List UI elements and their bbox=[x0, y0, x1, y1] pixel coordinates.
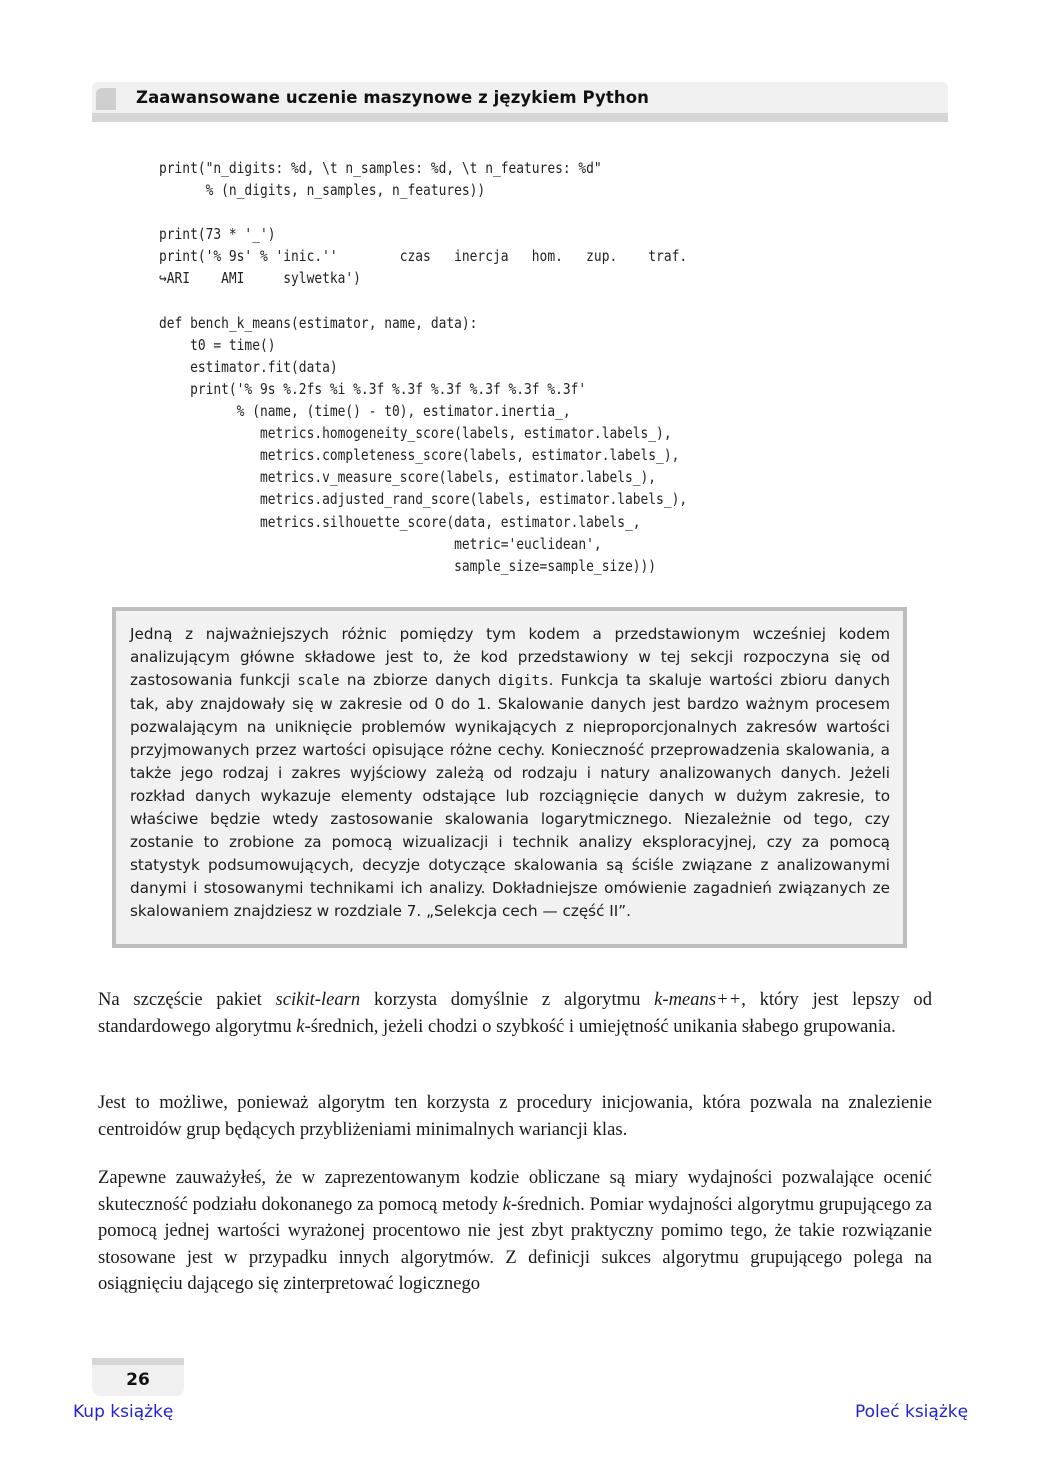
code-line bbox=[159, 201, 933, 223]
italic-term: k-means++ bbox=[654, 989, 742, 1010]
code-line: metrics.adjusted_rand_score(labels, estimator.labels_), bbox=[159, 490, 688, 509]
text-span: , który jest lepszy od standardowego algorytmu bbox=[98, 989, 933, 1037]
body-paragraph bbox=[98, 987, 932, 1040]
recommend-book-link[interactable]: Poleć książkę bbox=[855, 1402, 969, 1422]
code-line: metrics.completeness_score(labels, estimator.labels_), bbox=[159, 446, 680, 465]
code-line: print(73 * '_') bbox=[159, 225, 276, 244]
book-title: Zaawansowane uczenie maszynowe z językiem Python bbox=[136, 88, 649, 107]
code-line: ↪ARI AMI sylwetka') bbox=[159, 269, 361, 288]
code-line bbox=[159, 290, 933, 312]
code-line: metrics.v_measure_score(labels, estimator.labels_), bbox=[159, 468, 657, 487]
code-line: metrics.silhouette_score(data, estimator.labels_, bbox=[159, 512, 641, 531]
code-line: def bench_k_means(estimator, name, data): bbox=[159, 313, 478, 332]
code-listing bbox=[159, 157, 933, 577]
text-span: Zapewne zauważyłeś, że w zaprezentowanym kodzie obliczane są miary wydajności pozwalające ocenić skuteczność podziału dokonanego za pomocą metody bbox=[98, 1167, 932, 1215]
body-paragraph bbox=[98, 1165, 932, 1298]
code-line: estimator.fit(data) bbox=[159, 357, 338, 376]
page-number-tab bbox=[92, 1358, 184, 1396]
italic-term: k bbox=[296, 1015, 305, 1037]
code-line: print('% 9s %.2fs %i %.3f %.3f %.3f %.3f %.3f %.3f' bbox=[159, 379, 587, 398]
buy-book-link[interactable]: Kup książkę bbox=[73, 1402, 174, 1422]
header-divider bbox=[92, 113, 948, 122]
text-span: Na szczęście pakiet bbox=[98, 989, 276, 1010]
note-text-part: . Funkcja ta skaluje wartości zbioru danych tak, aby znajdowały się w zakresie od 0 do 1. Skalowanie danych jest bardzo ważnym procesem pozwalającym na uniknięcie problemów wynikających z nieproporcjonalnych zakresów wartości przyjmowanych przez wartości opisujące różne cechy. Konieczność przeprowadzenia skalowania, a także jego rodzaj i zakres wyjściowy zależą od rodzaju i natury analizowanych danych. Jeżeli rozkład danych wykazuje elementy odstające lub rozciągnięcie danych w dużym zakresie, to właściwe będzie wtedy zastosowanie skalowania logarytmicznego. Niezależnie od tego, czy zostanie to zrobione za pomocą wizualizacji i technik analizy eksploracyjnej, czy za pomocą statystyk podsumowujących, decyzje dotyczące skalowania są ściśle związane z analizowanymi danymi i stosowanymi technikami ich analizy. Dokładniejsze omówienie zagadnień związanych ze skalowaniem znajdziesz w rozdziale 7. „Selekcja cech — część II”. bbox=[130, 671, 890, 920]
text-span: -średnich. Pomiar wydajności algorytmu grupującego za pomocą jednej wartości wyrażonej procentowo nie jest zbyt praktyczny pomimo tego, że takie rozwiązanie stosowane jest w przypadku innych algorytmów. Z definicji sukces algorytmu grupującego polega na osiągnięciu dającego się zinterpretować logicznego bbox=[98, 1193, 932, 1294]
code-line: % (n_digits, n_samples, n_features)) bbox=[159, 181, 486, 200]
text-span: -średnich, jeżeli chodzi o szybkość i umiejętność unikania słabego grupowania. bbox=[304, 1015, 896, 1037]
inline-code-scale: scale bbox=[297, 673, 340, 689]
page-header bbox=[92, 82, 948, 122]
code-line: print('% 9s' % 'inic.'' czas inercja hom. zup. traf. bbox=[159, 247, 688, 266]
italic-term: k bbox=[502, 1193, 511, 1215]
code-line: metric='euclidean', bbox=[159, 534, 602, 553]
page-number-divider bbox=[92, 1358, 184, 1365]
code-line: sample_size=sample_size))) bbox=[159, 556, 657, 575]
italic-term: scikit-learn bbox=[275, 989, 361, 1010]
code-line: % (name, (time() - t0), estimator.inertia_, bbox=[159, 402, 571, 421]
text-span: korzysta domyślnie z algorytmu bbox=[360, 989, 655, 1010]
note-text bbox=[130, 623, 890, 923]
page-number: 26 bbox=[126, 1370, 150, 1390]
inline-code-digits: digits bbox=[498, 673, 549, 689]
code-line: t0 = time() bbox=[159, 335, 276, 354]
note-text-part: Jedną z najważniejszych różnic pomiędzy tym kodem a przedstawionym wcześniej kodem analizującym główne składowe jest to, że kod przedstawiony w tej sekcji rozpoczyna się od zastosowania funkcji bbox=[130, 625, 890, 689]
code-line: metrics.homogeneity_score(labels, estimator.labels_), bbox=[159, 424, 672, 443]
note-text-part: na zbiorze danych bbox=[339, 671, 499, 689]
header-tab-decoration bbox=[96, 88, 116, 110]
code-line: print("n_digits: %d, \t n_samples: %d, \t n_features: %d" bbox=[159, 159, 602, 177]
note-box bbox=[112, 607, 907, 948]
body-paragraph: Jest to możliwe, ponieważ algorytm ten korzysta z procedury inicjowania, która pozwala na znalezienie centroidów grup będących przybliżeniami minimalnych wariancji klas. bbox=[98, 1092, 932, 1140]
